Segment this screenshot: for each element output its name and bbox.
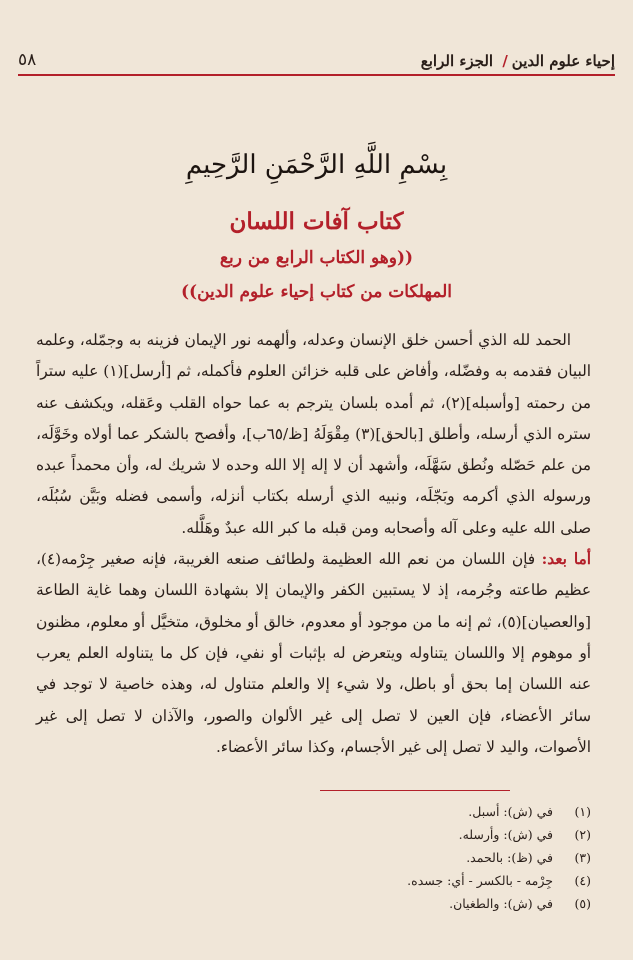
paragraph-1: الحمد لله الذي أحسن خلق الإنسان وعدله، وألهمه نور الإيمان فزينه به وجمّله، وعلمه البيان فقدمه به وفضّله، وأفاض على قلبه خزائن العلوم فأكمله، ثم [أرسل](١) عليه ستراً من رحمته [وأسبله](٢)، ثم أمده بلسان يترجم به عما حواه القلب وعَقله، ويكشف عنه ستره الذي أرسله، وأطلق [بالحق](٣) مِقْوَلَهُ [ظ/٦٥ب]، وأفصح بالشكر عما أولاه وخَوَّلَه، من علم حَصّله ونُطق سَهَّلَه، وأشهد أن لا إله إلا الله وحده لا شريك له، وأن محمداً عبده ورسوله الذي أكرمه وبَجّلَه، ونبيه الذي أرسله بكتاب أنزله، وأسمى فضله وبَيَّن سُبُلَه، صلى الله عليه وعلى آله وأصحابه ومن قبله ما كبر الله عبدٌ وهَلَّله. <box>36 331 591 537</box>
basmala: بِسْمِ اللَّهِ الرَّحْمَنِ الرَّحِيمِ <box>185 150 448 180</box>
footnote-divider <box>320 790 510 791</box>
footnote-number: (٣) <box>574 850 591 865</box>
footnote-number: (٥) <box>574 896 591 911</box>
footnotes <box>231 800 591 915</box>
paragraph-2-lead: أما بعد: <box>541 550 591 569</box>
footnote-text: في (ش): والطغيان. <box>449 896 553 911</box>
page-number: ٥٨ <box>18 50 37 70</box>
footnote-text: في (ش): وأرسله. <box>458 827 553 842</box>
footnote-number: (٤) <box>574 873 591 888</box>
footnote-number: (٢) <box>574 827 591 842</box>
running-header <box>18 36 615 76</box>
footnote-text: جِرْمه - بالكسر - أي: جسده. <box>407 873 553 888</box>
footnote-number: (١) <box>574 804 591 819</box>
paragraph-2 <box>36 544 591 763</box>
subtitle-line-2: المهلكات من كتاب إحياء علوم الدين)) <box>180 282 452 302</box>
footnote <box>231 823 591 846</box>
footnote <box>231 869 591 892</box>
main-text <box>36 325 591 763</box>
footnote-text: في (ش): أسبل. <box>468 804 553 819</box>
subtitle-line-1: ((وهو الكتاب الرابع من ربع <box>219 248 414 268</box>
running-title <box>421 52 615 70</box>
paragraph-2-text: فإن اللسان من نعم الله العظيمة ولطائف صنعه الغريبة، فإنه صغير جِرْمه(٤)، عظيم طاعته وجُرمه، إذ لا يستبين الكفر والإيمان إلا بشهادة اللسان وهما غاية الطاعة [والعصيان](٥)، ثم إنه ما من موجود أو معدوم، خالق أو مخلوق، متخيَّل أو معلوم، مظنون أو موهوم إلا واللسان يتناوله ويتعرض له بإثبات أو نفي، فإن كل ما يتناوله العلم يعرب عنه اللسان إما بحق أو باطل، ولا شيء إلا والعلم متناول له، وهذه خاصية لا توجد في سائر الأعضاء، فإن العين لا تصل إلى غير الألوان والصور، والآذان لا تصل إلى غير الأصوات، واليد لا تصل إلى غير الأجسام، وكذا سائر الأعضاء. <box>36 550 591 756</box>
chapter-title: كتاب آفات اللسان <box>229 208 404 235</box>
footnote <box>231 800 591 823</box>
footnote-text: في (ظ): بالحمد. <box>466 850 553 865</box>
part-name: الجزء الرابع <box>420 52 494 70</box>
header-separator: / <box>502 52 508 70</box>
footnote <box>231 892 591 915</box>
book-name: إحياء علوم الدين <box>511 52 615 70</box>
footnote <box>231 846 591 869</box>
